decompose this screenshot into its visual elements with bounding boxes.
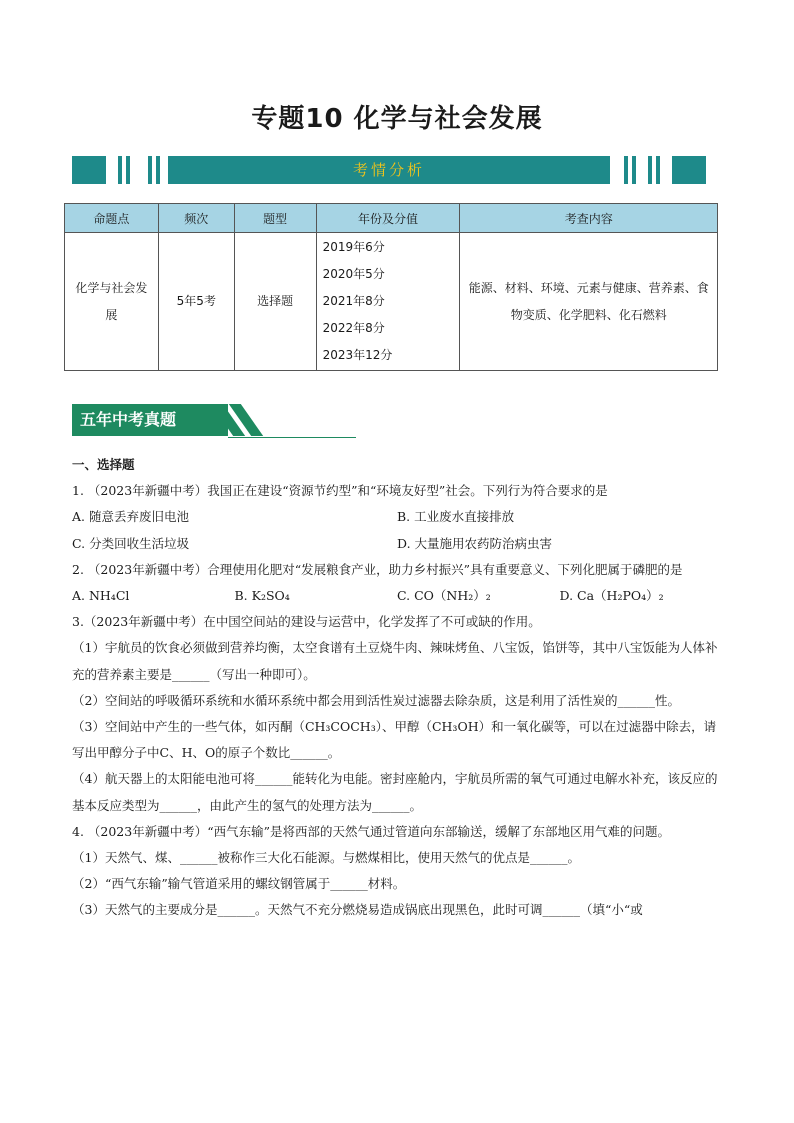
question-1-options xyxy=(72,504,722,530)
header-freq: 频次 xyxy=(158,204,234,233)
question-2-stem: 2. （2023年新疆中考）合理使用化肥对“发展粮食产业，助力乡村振兴”具有重要意义、下列化肥属于磷肥的是 xyxy=(72,561,683,577)
section-header xyxy=(72,402,356,438)
question-1-options xyxy=(72,531,722,557)
option: B. K₂SO₄ xyxy=(234,588,290,604)
year-item: 2023年12分 xyxy=(322,348,393,362)
option: D. Ca（H₂PO₄）₂ xyxy=(559,588,664,604)
question-4-part: （1）天然气、煤、______被称作三大化石能源。与燃煤相比，使用天然气的优点是______。 xyxy=(72,850,580,866)
question-3-part: （1）宇航员的饮食必须做到营养均衡，太空食谱有土豆烧牛肉、辣味烤鱼、八宝饭，馅饼等，其中八宝饭能为人体补充的营养素主要是______（写出一种即可）。 xyxy=(72,640,718,682)
header-content: 考查内容 xyxy=(460,204,718,233)
question-4-stem: 4. （2023年新疆中考）“西气东输”是将西部的天然气通过管道向东部输送，缓解了东部地区用气难的问题。 xyxy=(72,823,670,839)
analysis-banner xyxy=(72,156,706,184)
cell-point: 化学与社会发展 xyxy=(65,233,159,371)
banner-right-bars xyxy=(648,156,706,184)
question-3-part: （2）空间站的呼吸循环系统和水循环系统中都会用到活性炭过滤器去除杂质，这是利用了活性炭的______性。 xyxy=(72,692,680,708)
banner-right-mid-bars xyxy=(624,156,636,184)
option: B. 工业废水直接排放 xyxy=(397,509,515,525)
exam-analysis-table xyxy=(64,203,718,371)
section-title: 五年中考真题 xyxy=(72,404,228,436)
banner-left-bars xyxy=(72,156,130,184)
year-item: 2022年8分 xyxy=(322,321,385,335)
questions xyxy=(72,452,722,924)
subheading: 一、选择题 xyxy=(72,457,135,472)
table-row xyxy=(65,233,718,371)
cell-content: 能源、材料、环境、元素与健康、营养素、食物变质、化学肥料、化石燃料 xyxy=(460,233,718,371)
banner-mid-bars xyxy=(148,156,160,184)
header-point: 命题点 xyxy=(65,204,159,233)
option: D. 大量施用农药防治病虫害 xyxy=(397,535,553,551)
cell-years xyxy=(316,233,460,371)
question-4-part: （3）天然气的主要成分是______。天然气不充分燃烧易造成锅底出现黑色，此时可调______（填“小“或 xyxy=(72,902,643,918)
header-years: 年份及分值 xyxy=(316,204,460,233)
question-3-stem: 3.（2023年新疆中考）在中国空间站的建设与运营中，化学发挥了不可或缺的作用。 xyxy=(72,614,541,630)
banner-title: 考情分析 xyxy=(168,156,610,184)
year-item: 2020年5分 xyxy=(322,267,385,281)
page-title: 专题10 化学与社会发展 xyxy=(251,104,543,134)
question-2-options xyxy=(72,583,722,609)
year-item: 2019年6分 xyxy=(322,240,385,254)
header-type: 题型 xyxy=(234,204,316,233)
question-3-part: （4）航天器上的太阳能电池可将______能转化为电能。密封座舱内，宇航员所需的氧气可通过电解水补充，该反应的基本反应类型为______，由此产生的氢气的处理方法为______。 xyxy=(72,771,718,813)
section-underline xyxy=(228,437,356,438)
option: A. NH₄Cl xyxy=(72,588,130,604)
cell-freq: 5年5考 xyxy=(158,233,234,371)
question-3-part: （3）空间站中产生的一些气体，如丙酮（CH₃COCH₃）、甲醇（CH₃OH）和一氧化碳等，可以在过滤器中除去，请写出甲醇分子中C、H、O的原子个数比______。 xyxy=(72,719,717,761)
option: C. 分类回收生活垃圾 xyxy=(72,535,190,551)
option: A. 随意丢弃废旧电池 xyxy=(72,509,189,525)
year-item: 2021年8分 xyxy=(322,294,385,308)
table-header-row xyxy=(65,204,718,233)
question-4-part: （2）“西气东输”输气管道采用的螺纹钢管属于______材料。 xyxy=(72,876,406,892)
option: C. CO（NH₂）₂ xyxy=(397,588,491,604)
question-1-stem: 1. （2023年新疆中考）我国正在建设“资源节约型”和“环境友好型”社会。下列行为符合要求的是 xyxy=(72,483,608,499)
cell-type: 选择题 xyxy=(234,233,316,371)
